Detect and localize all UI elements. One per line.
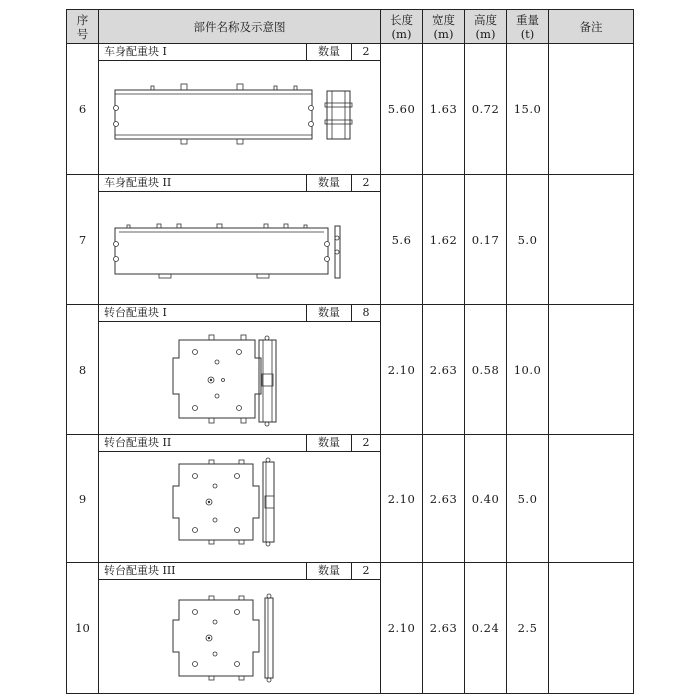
table-row — [67, 44, 634, 175]
remark-value — [549, 563, 634, 694]
header-name: 部件名称及示意图 — [99, 10, 381, 44]
height-value: 0.58 — [465, 305, 507, 435]
length-value: 2.10 — [381, 563, 423, 694]
part-cell — [99, 435, 381, 563]
part-cell — [99, 175, 381, 305]
header-weight: 重量 (t) — [507, 10, 549, 44]
row-number: 9 — [67, 435, 99, 563]
height-value: 0.72 — [465, 44, 507, 175]
weight-value: 15.0 — [507, 44, 549, 175]
remark-value — [549, 435, 634, 563]
body-counterweight-2-diagram — [99, 192, 381, 304]
qty-label: 数量 — [307, 435, 352, 451]
counterweight-table-page — [66, 9, 633, 688]
weight-value: 10.0 — [507, 305, 549, 435]
height-value: 0.24 — [465, 563, 507, 694]
remark-value — [549, 175, 634, 305]
header-seq: 序 号 — [67, 10, 99, 44]
row-number: 8 — [67, 305, 99, 435]
part-diagram — [99, 452, 380, 562]
part-subheader — [99, 563, 380, 580]
qty-value: 2 — [362, 436, 370, 449]
part-subheader — [99, 44, 380, 61]
header-remark: 备注 — [549, 10, 634, 44]
qty-label: 数量 — [307, 563, 352, 579]
turntable-counterweight-3-diagram — [99, 580, 381, 693]
length-value: 2.10 — [381, 305, 423, 435]
table-row — [67, 175, 634, 305]
remark-value — [549, 305, 634, 435]
part-subheader — [99, 305, 380, 322]
qty-value: 8 — [362, 306, 370, 319]
header-height: 高度 (m) — [465, 10, 507, 44]
weight-value: 2.5 — [507, 563, 549, 694]
qty-label: 数量 — [307, 44, 352, 60]
qty-label: 数量 — [307, 305, 352, 321]
row-number: 7 — [67, 175, 99, 305]
part-cell — [99, 563, 381, 694]
turntable-counterweight-1-diagram — [99, 322, 381, 434]
weight-value: 5.0 — [507, 435, 549, 563]
length-value: 5.6 — [381, 175, 423, 305]
width-value: 2.63 — [423, 305, 465, 435]
turntable-counterweight-2-diagram — [99, 452, 381, 562]
part-diagram — [99, 580, 380, 693]
counterweight-table — [66, 9, 634, 694]
qty-value: 2 — [362, 176, 370, 189]
width-value: 2.63 — [423, 563, 465, 694]
table-row — [67, 435, 634, 563]
width-value: 2.63 — [423, 435, 465, 563]
qty-label: 数量 — [307, 175, 352, 191]
height-value: 0.40 — [465, 435, 507, 563]
part-diagram — [99, 61, 380, 174]
qty-value: 2 — [362, 45, 370, 58]
width-value: 1.63 — [423, 44, 465, 175]
part-cell — [99, 44, 381, 175]
width-value: 1.62 — [423, 175, 465, 305]
part-diagram — [99, 192, 380, 304]
part-name: 车身配重块 I — [99, 44, 307, 60]
weight-value: 5.0 — [507, 175, 549, 305]
height-value: 0.17 — [465, 175, 507, 305]
table-row — [67, 563, 634, 694]
body-counterweight-1-diagram — [99, 61, 381, 174]
part-name: 转台配重块 II — [99, 435, 307, 451]
part-subheader — [99, 435, 380, 452]
part-name: 转台配重块 III — [99, 563, 307, 579]
length-value: 2.10 — [381, 435, 423, 563]
length-value: 5.60 — [381, 44, 423, 175]
qty-value: 2 — [362, 564, 370, 577]
table-row — [67, 305, 634, 435]
header-width: 宽度 (m) — [423, 10, 465, 44]
header-length: 长度 (m) — [381, 10, 423, 44]
part-name: 转台配重块 I — [99, 305, 307, 321]
row-number: 6 — [67, 44, 99, 175]
part-diagram — [99, 322, 380, 434]
part-cell — [99, 305, 381, 435]
part-subheader — [99, 175, 380, 192]
row-number: 10 — [67, 563, 99, 694]
remark-value — [549, 44, 634, 175]
part-name: 车身配重块 II — [99, 175, 307, 191]
header-row — [67, 10, 634, 44]
